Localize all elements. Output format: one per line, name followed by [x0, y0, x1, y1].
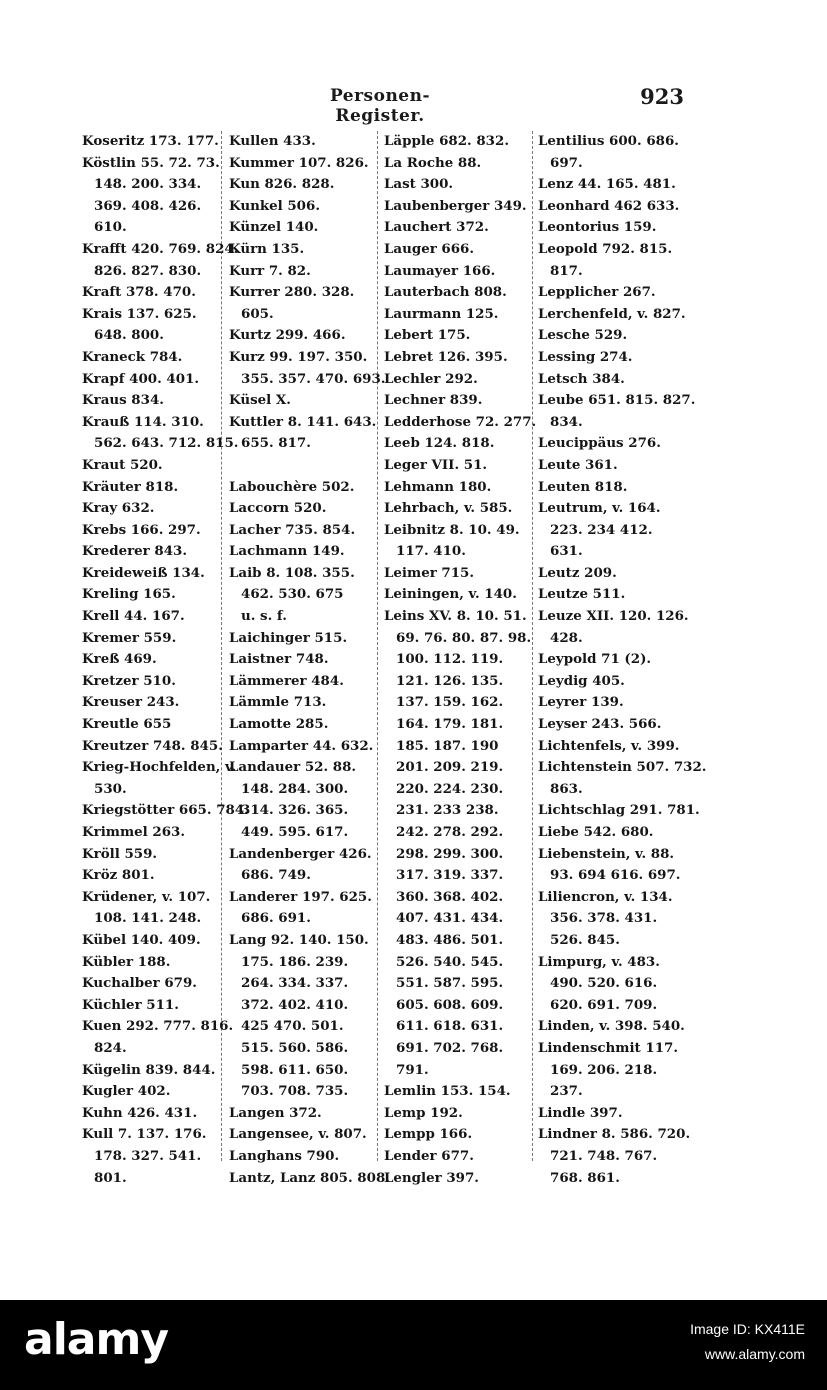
index-entry: Kreideweiß 134. — [82, 564, 205, 581]
index-entry: Lachmann 149. — [229, 543, 345, 560]
index-entry: Lindle 397. — [538, 1104, 623, 1121]
index-entry: Kun 826. 828. — [229, 176, 335, 193]
index-entry: 515. 560. 586. — [241, 1039, 349, 1056]
index-entry: 69. 76. 80. 87. 98. — [396, 629, 532, 646]
index-entry: 490. 520. 616. — [550, 975, 658, 992]
brand-logo: alamy — [24, 1314, 168, 1365]
index-entry: Kullen 433. — [229, 133, 316, 149]
index-entry: Kuhn 426. 431. — [82, 1104, 198, 1121]
index-entry: Kügelin 839. 844. — [82, 1061, 216, 1078]
index-entry: Liebenstein, v. 88. — [538, 845, 675, 862]
index-column-1 — [82, 131, 249, 1189]
index-entry: Lempp 166. — [384, 1126, 473, 1143]
index-entry: Landerer 197. 625. — [229, 888, 372, 905]
index-entry: Leibnitz 8. 10. 49. — [384, 521, 520, 538]
index-entry: Kull 7. 137. 176. — [82, 1126, 207, 1143]
index-entry: Leucippäus 276. — [538, 435, 661, 452]
index-entry: Kummer 107. 826. — [229, 154, 369, 171]
index-entry: Lehmann 180. — [384, 478, 492, 495]
index-entry: Kreuser 243. — [82, 694, 180, 711]
index-entry: 526. 540. 545. — [396, 953, 504, 970]
page-title: Personen-Register. — [329, 86, 431, 126]
index-entry: Lichtschlag 291. 781. — [538, 802, 700, 819]
index-entry: 526. 845. — [550, 931, 620, 948]
index-entry: 121. 126. 135. — [396, 672, 504, 689]
index-entry: Kraus 834. — [82, 392, 164, 409]
column-divider — [377, 131, 378, 1161]
index-entry: Lacher 735. 854. — [229, 521, 356, 538]
index-entry: Kurz 99. 197. 350. — [229, 348, 368, 365]
index-entry: Laumayer 166. — [384, 262, 496, 279]
index-entry — [229, 455, 374, 477]
index-entry: 360. 368. 402. — [396, 888, 504, 905]
index-entry: 148. 284. 300. — [241, 780, 349, 797]
index-entry: Küsel X. — [229, 392, 291, 409]
index-entry: 611. 618. 631. — [396, 1018, 504, 1035]
index-entry: Labouchère 502. — [229, 478, 355, 495]
index-entry: Kübel 140. 409. — [82, 931, 201, 948]
index-entry: Laib 8. 108. 355. — [229, 564, 355, 581]
index-entry: 551. 587. 595. — [396, 975, 504, 992]
index-entry: Leins XV. 8. 10. 51. — [384, 608, 527, 625]
index-entry: Krais 137. 625. — [82, 305, 197, 322]
index-entry: Kuttler 8. 141. 643. — [229, 413, 377, 430]
index-entry: Kraut 520. — [82, 456, 163, 473]
index-entry: 428. — [550, 629, 583, 646]
stock-image-id: Image ID: KX411E — [690, 1321, 805, 1337]
index-entry: Leyrer 139. — [538, 694, 624, 711]
index-entry: 237. — [550, 1083, 583, 1100]
index-entry: Lauger 666. — [384, 240, 475, 257]
index-entry: Leeb 124. 818. — [384, 435, 495, 452]
index-entry: Kurtz 299. 466. — [229, 327, 346, 344]
index-entry: 201. 209. 219. — [396, 759, 504, 776]
index-entry: Läpple 682. 832. — [384, 133, 509, 149]
index-entry: 117. 410. — [396, 543, 466, 560]
index-entry: 655. 817. — [241, 435, 311, 452]
index-entry: Kunkel 506. — [229, 197, 320, 214]
index-entry: Landauer 52. 88. — [229, 759, 357, 776]
index-entry: Leydig 405. — [538, 672, 625, 689]
index-entry: 407. 431. 434. — [396, 910, 504, 927]
index-entry: 164. 179. 181. — [396, 716, 504, 733]
index-entry: Lemlin 153. 154. — [384, 1083, 511, 1100]
index-entry: Köstlin 55. 72. 73. — [82, 154, 220, 171]
index-entry: 791. — [396, 1061, 429, 1078]
index-entry: Laubenberger 349. — [384, 197, 527, 214]
index-entry: Kräuter 818. — [82, 478, 179, 495]
index-entry: 100. 112. 119. — [396, 651, 504, 668]
index-entry: Lepplicher 267. — [538, 284, 656, 301]
index-entry: Lechner 839. — [384, 392, 483, 409]
index-entry: 425 470. 501. — [241, 1018, 344, 1035]
index-entry: Kreling 165. — [82, 586, 176, 603]
index-entry: Lebret 126. 395. — [384, 348, 508, 365]
page-number: 923 — [640, 84, 684, 109]
index-entry: Lang 92. 140. 150. — [229, 931, 369, 948]
index-entry: Kraneck 784. — [82, 348, 183, 365]
index-entry: 562. 643. 712. 815. — [94, 435, 239, 452]
index-entry: Kuen 292. 777. 816. — [82, 1018, 234, 1035]
index-entry: 185. 187. 190 — [396, 737, 499, 754]
index-entry: 369. 408. 426. — [94, 197, 202, 214]
index-entry: Leutz 209. — [538, 564, 617, 581]
index-entry: Laichinger 515. — [229, 629, 348, 646]
index-entry: 317. 319. 337. — [396, 867, 504, 884]
index-entry: 223. 234 412. — [550, 521, 653, 538]
index-entry: Leontorius 159. — [538, 219, 657, 236]
index-entry: Landenberger 426. — [229, 845, 372, 862]
index-entry: Kremer 559. — [82, 629, 177, 646]
index-entry: Lengler 397. — [384, 1169, 479, 1186]
index-entry: Liebe 542. 680. — [538, 824, 654, 840]
index-entry: 863. — [550, 780, 583, 797]
index-entry: Lebert 175. — [384, 327, 471, 344]
index-entry: Koseritz 173. 177. — [82, 133, 219, 149]
index-entry: Krebs 166. 297. — [82, 521, 201, 538]
index-entry: La Roche 88. — [384, 154, 482, 171]
index-entry: Lamparter 44. 632. — [229, 737, 374, 754]
index-entry: Lauterbach 808. — [384, 284, 507, 301]
index-entry: 462. 530. 675 — [241, 586, 344, 603]
index-entry: Lentilius 600. 686. — [538, 133, 679, 149]
index-entry: 372. 402. 410. — [241, 996, 349, 1013]
index-entry: Lemp 192. — [384, 1104, 463, 1121]
index-entry: Lenz 44. 165. 481. — [538, 176, 676, 193]
index-entry: Leger VII. 51. — [384, 456, 488, 473]
index-entry: Limpurg, v. 483. — [538, 953, 660, 970]
index-entry: Letsch 384. — [538, 370, 625, 387]
index-entry: 220. 224. 230. — [396, 780, 504, 797]
index-entry: Leutze 511. — [538, 586, 626, 603]
index-entry: 721. 748. 767. — [550, 1147, 658, 1164]
index-entry: Leiningen, v. 140. — [384, 586, 517, 603]
index-entry: Laccorn 520. — [229, 500, 327, 517]
index-entry: Liliencron, v. 134. — [538, 888, 673, 905]
index-entry: Kreß 469. — [82, 651, 157, 668]
index-entry: 178. 327. 541. — [94, 1147, 202, 1164]
index-entry: 768. 861. — [550, 1169, 620, 1186]
index-entry: 242. 278. 292. — [396, 824, 504, 840]
index-entry: 631. — [550, 543, 583, 560]
stock-url: www.alamy.com — [704, 1346, 805, 1362]
index-entry: Ledderhose 72. 277. — [384, 413, 537, 430]
index-entry: 648. 800. — [94, 327, 164, 344]
index-entry: 824. — [94, 1039, 127, 1056]
index-entry: Leube 651. 815. 827. — [538, 392, 696, 409]
index-entry: 137. 159. 162. — [396, 694, 504, 711]
index-entry: Kray 632. — [82, 500, 155, 517]
index-entry: 298. 299. 300. — [396, 845, 504, 862]
index-entry: 826. 827. 830. — [94, 262, 202, 279]
index-entry: 801. — [94, 1169, 127, 1186]
index-entry: Lerchenfeld, v. 827. — [538, 305, 686, 322]
index-entry: 598. 611. 650. — [241, 1061, 349, 1078]
index-entry: 356. 378. 431. — [550, 910, 658, 927]
index-entry: Küchler 511. — [82, 996, 179, 1013]
index-entry: Kreutzer 748. 845. — [82, 737, 223, 754]
index-entry: 169. 206. 218. — [550, 1061, 658, 1078]
index-entry: Lechler 292. — [384, 370, 478, 387]
index-entry: 483. 486. 501. — [396, 931, 504, 948]
index-entry: 605. — [241, 305, 274, 322]
index-entry: Lantz, Lanz 805. 808. — [229, 1169, 390, 1186]
index-entry: Kriegstötter 665. 784. — [82, 802, 249, 819]
index-entry: Krauß 114. 310. — [82, 413, 204, 430]
index-entry: 148. 200. 334. — [94, 176, 202, 193]
index-entry: Kuchalber 679. — [82, 975, 197, 992]
index-entry: Lauchert 372. — [384, 219, 489, 236]
index-entry: Leypold 71 (2). — [538, 651, 652, 668]
index-entry: Laistner 748. — [229, 651, 329, 668]
index-entry: 605. 608. 609. — [396, 996, 504, 1013]
index-entry: Krüdener, v. 107. — [82, 888, 211, 905]
index-entry: 834. — [550, 413, 583, 430]
index-entry: 691. 702. 768. — [396, 1039, 504, 1056]
index-entry: Leuten 818. — [538, 478, 628, 495]
index-entry: u. s. f. — [241, 608, 287, 625]
index-entry: Last 300. — [384, 176, 454, 193]
index-entry: Lehrbach, v. 585. — [384, 500, 513, 517]
index-entry: Kurrer 280. 328. — [229, 284, 355, 301]
index-entry: Kübler 188. — [82, 953, 171, 970]
index-entry: 610. — [94, 219, 127, 236]
index-entry: Langen 372. — [229, 1104, 322, 1121]
index-entry: Leuze XII. 120. 126. — [538, 608, 689, 625]
index-entry: Leyser 243. 566. — [538, 716, 662, 733]
index-entry: 108. 141. 248. — [94, 910, 202, 927]
index-entry: Lindenschmit 117. — [538, 1039, 679, 1056]
index-entry: 449. 595. 617. — [241, 824, 349, 840]
index-entry: Krieg-Hochfelden, v. — [82, 759, 237, 776]
index-entry: Kurr 7. 82. — [229, 262, 311, 279]
index-entry: 314. 326. 365. — [241, 802, 349, 819]
index-entry: Künzel 140. — [229, 219, 319, 236]
index-entry: 703. 708. 735. — [241, 1083, 349, 1100]
index-entry: Kraft 378. 470. — [82, 284, 196, 301]
index-entry: Lämmle 713. — [229, 694, 327, 711]
index-entry: 231. 233 238. — [396, 802, 499, 819]
index-entry: 264. 334. 337. — [241, 975, 349, 992]
index-entry: 93. 694 616. 697. — [550, 867, 681, 884]
index-entry: Langensee, v. 807. — [229, 1126, 367, 1143]
index-entry: Leutrum, v. 164. — [538, 500, 661, 517]
index-entry: Lämmerer 484. — [229, 672, 344, 689]
index-entry: Lesche 529. — [538, 327, 628, 344]
index-entry: Krederer 843. — [82, 543, 188, 560]
index-entry: Leute 361. — [538, 456, 618, 473]
index-entry: 686. 691. — [241, 910, 311, 927]
index-entry: Krell 44. 167. — [82, 608, 185, 625]
index-entry: Kröll 559. — [82, 845, 158, 862]
index-entry: Leopold 792. 815. — [538, 240, 673, 257]
index-entry: 686. 749. — [241, 867, 311, 884]
index-entry: 620. 691. 709. — [550, 996, 658, 1013]
index-entry: Lichtenstein 507. 732. — [538, 759, 707, 776]
index-entry: Langhans 790. — [229, 1147, 340, 1164]
index-entry: Lamotte 285. — [229, 716, 329, 733]
index-column-4 — [538, 131, 707, 1189]
index-entry: 175. 186. 239. — [241, 953, 349, 970]
index-entry: Krimmel 263. — [82, 824, 185, 840]
index-entry: Kreutle 655 — [82, 716, 172, 733]
index-entry: Kretzer 510. — [82, 672, 176, 689]
index-entry: Lindner 8. 586. 720. — [538, 1126, 691, 1143]
index-entry: Krapf 400. 401. — [82, 370, 200, 387]
index-entry: 530. — [94, 780, 127, 797]
column-divider — [221, 131, 222, 1161]
index-entry: Leonhard 462 633. — [538, 197, 680, 214]
index-entry: Kröz 801. — [82, 867, 155, 884]
index-entry: 697. — [550, 154, 583, 171]
index-entry: Krafft 420. 769. 824. — [82, 240, 239, 257]
index-entry: Kugler 402. — [82, 1083, 171, 1100]
index-column-2 — [229, 131, 390, 1189]
index-column-3 — [384, 131, 537, 1189]
index-entry: 355. 357. 470. 693. — [241, 370, 386, 387]
index-entry: Lichtenfels, v. 399. — [538, 737, 680, 754]
index-entry: Leimer 715. — [384, 564, 475, 581]
index-entry: Lender 677. — [384, 1147, 474, 1164]
index-entry: Linden, v. 398. 540. — [538, 1018, 685, 1035]
index-entry: Laurmann 125. — [384, 305, 499, 322]
index-entry: Kürn 135. — [229, 240, 305, 257]
index-entry: 817. — [550, 262, 583, 279]
index-entry: Lessing 274. — [538, 348, 633, 365]
column-divider — [532, 131, 533, 1161]
